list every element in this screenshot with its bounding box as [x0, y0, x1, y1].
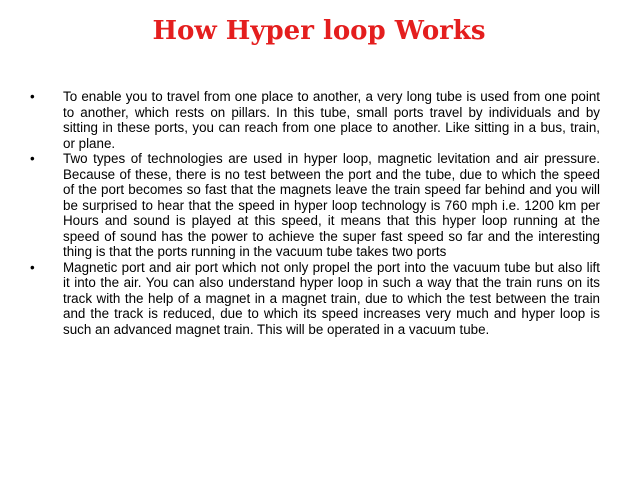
bullet-item	[30, 151, 600, 260]
bullet-item	[30, 89, 600, 151]
bullet-list	[30, 89, 600, 337]
slide-title: How Hyper loop Works	[152, 16, 486, 46]
bullet-icon: •	[30, 89, 35, 104]
bullet-icon: •	[30, 259, 35, 275]
bullet-text: To enable you to travel from one place to another, a very long tube is used from one point to another, which rests on pillars. In this tube, small ports travel by individuals and by sitting in these ports, you can reach from one place to another. Like sitting in a bus, train, or plane.	[63, 89, 600, 151]
bullet-item	[30, 260, 600, 338]
bullet-icon: •	[30, 151, 35, 166]
bullet-text: Two types of technologies are used in hyper loop, magnetic levitation and air pressure. Because of these, there is no test between the port and the tube, due to which the speed of the port becomes so fast that the magnets leave the train speed far behind and you will be surprised to hear that the speed in hyper loop technology is 760 mph i.e. 1200 km per Hours and sound is played at this speed, it means that this hyper loop running at the speed of sound has the power to achieve the super fast speed so far and the interesting thing is that the ports running in the vacuum tube takes two ports	[63, 151, 600, 259]
bullet-text: Magnetic port and air port which not only propel the port into the vacuum tube but also lift it into the air. You can also understand hyper loop in such a way that the train runs on its track with the help of a magnet in a magnet train, due to which the test between the train and the track is reduced, due to which its speed increases very much and hyper loop is such an advanced magnet train. This will be operated in a vacuum tube.	[63, 259, 600, 337]
